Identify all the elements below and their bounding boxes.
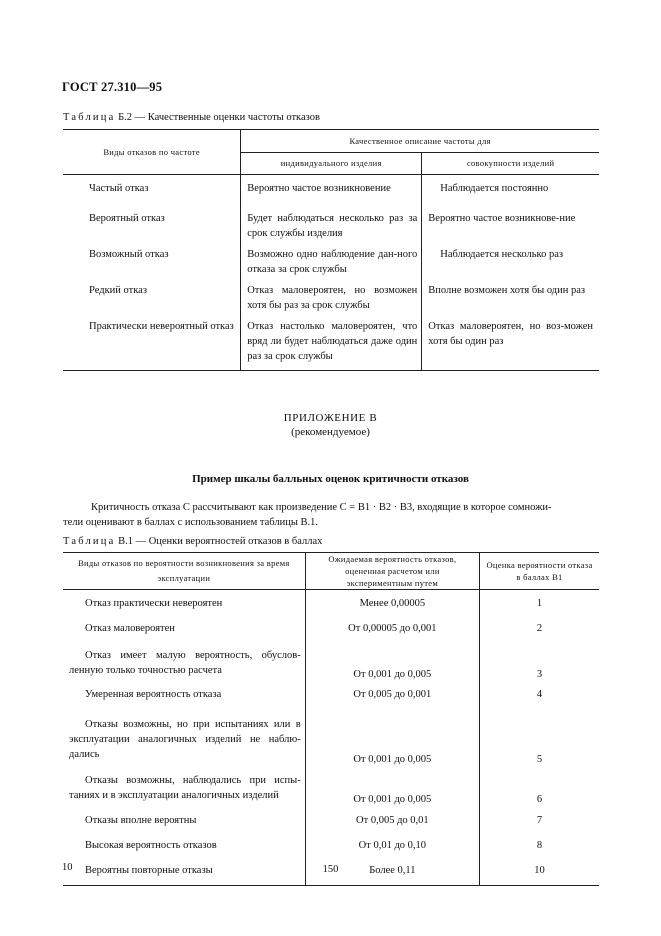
cell-kind: Высокая вероятность отказов — [85, 840, 217, 851]
appendix-subtitle: (рекомендуемое) — [291, 426, 370, 438]
cell-probability: От 0,005 до 0,001 — [305, 682, 479, 711]
page-number: 150 — [322, 864, 339, 875]
document-code: ГОСТ 27.310—95 — [62, 80, 163, 94]
cell-probability: От 0,001 до 0,005 — [305, 645, 479, 682]
appendix-title: ПРИЛОЖЕНИЕ В — [283, 412, 378, 424]
cell-population: Наблюдается постоянно — [422, 175, 599, 208]
col-header-individual: индивидуального изделия — [241, 153, 422, 175]
cell-score: 3 — [480, 645, 599, 682]
cell-probability: От 0,00005 до 0,001 — [305, 618, 479, 645]
cell-probability: От 0,01 до 0,10 — [305, 835, 479, 860]
cell-individual: Будет наблюдаться несколько раз за срок службы изделия — [241, 207, 422, 243]
cell-kind: Отказ имеет малую вероятность, обуслов-ленную только точностью расчета — [69, 650, 301, 676]
cell-probability: Менее 0,00005 — [305, 590, 479, 619]
cell-kind: Отказ маловероятен — [85, 623, 175, 634]
col-header-group: Качественное описание частоты для — [241, 130, 599, 153]
cell-score: 10 — [480, 860, 599, 886]
caption-label: Таблица — [63, 536, 116, 547]
cell-kind: Вероятны повторные отказы — [85, 865, 213, 876]
footer-left-number: 10 — [62, 862, 73, 873]
cell-kind: Практически невероятный отказ — [89, 321, 234, 332]
cell-score: 5 — [480, 711, 599, 767]
cell-kind: Умеренная вероятность отказа — [85, 689, 222, 700]
cell-kind: Вероятный отказ — [89, 213, 165, 224]
table-row — [63, 645, 599, 682]
appendix-paragraph — [63, 500, 599, 530]
table-b1 — [63, 552, 599, 886]
col-header-population: совокупности изделий — [422, 153, 599, 175]
cell-score: 6 — [480, 767, 599, 807]
cell-score: 2 — [480, 618, 599, 645]
cell-probability: Более 0,11 — [305, 860, 479, 886]
paragraph-line: тели оценивают в баллах с использованием таблицы В.1. — [63, 517, 319, 528]
table-row — [63, 315, 599, 371]
cell-population: Вероятно частое возникнове-ние — [422, 207, 599, 243]
col-header-kind: Виды отказов по частоте — [63, 130, 241, 175]
cell-kind: Частый отказ — [89, 183, 149, 194]
cell-population: Отказ маловероятен, но воз-можен хотя бы один раз — [422, 315, 599, 371]
paragraph-line: Критичность отказа C рассчитывают как произведение C = B1 · B2 · B3, входящие в которое сомножи- — [91, 502, 552, 513]
cell-score: 4 — [480, 682, 599, 711]
col-header-kind: Виды отказов по вероятности возникновения за время эксплуатации — [63, 553, 305, 590]
table-row — [63, 835, 599, 860]
cell-kind: Отказ практически невероятен — [85, 598, 223, 609]
appendix-heading: Пример шкалы балльных оценок критичности отказов — [192, 473, 469, 485]
cell-individual: Возможно одно наблюдение дан-ного отказа за срок службы — [241, 243, 422, 279]
table-row — [63, 767, 599, 807]
cell-population: Вполне возможен хотя бы один раз — [422, 279, 599, 315]
col-header-score: Оценка вероятности отказа в баллах B1 — [480, 553, 599, 590]
cell-kind: Отказы вполне вероятны — [85, 815, 197, 826]
table-row — [63, 243, 599, 279]
col-header-probability: Ожидаемая вероятность отказов, оцененная расчетом или экспериментным путем — [305, 553, 479, 590]
cell-individual: Отказ маловероятен, но возможен хотя бы раз за срок службы — [241, 279, 422, 315]
table-row — [63, 207, 599, 243]
table-row — [63, 711, 599, 767]
table-row — [63, 682, 599, 711]
table-b2-caption — [63, 112, 320, 123]
table-b1-caption — [63, 536, 322, 547]
table-b2 — [63, 129, 599, 371]
cell-probability: От 0,001 до 0,005 — [305, 767, 479, 807]
cell-kind: Отказы возможны, наблюдались при испы-таниях и в эксплуатации аналогичных изделий — [69, 775, 301, 801]
table-row — [63, 590, 599, 619]
caption-label: Таблица — [63, 112, 116, 123]
cell-score: 8 — [480, 835, 599, 860]
cell-kind: Отказы возможны, но при испытаниях или в эксплуатации аналогичных изделий не наблю-дались — [69, 719, 301, 760]
table-row — [63, 618, 599, 645]
table-row — [63, 175, 599, 208]
cell-score: 7 — [480, 807, 599, 835]
cell-individual: Отказ настолько маловероятен, что вряд ли будет наблюдаться даже один раз за срок службы — [241, 315, 422, 371]
cell-probability: От 0,001 до 0,005 — [305, 711, 479, 767]
cell-probability: От 0,005 до 0,01 — [305, 807, 479, 835]
table-row — [63, 279, 599, 315]
cell-kind: Редкий отказ — [89, 285, 147, 296]
table-row — [63, 807, 599, 835]
cell-individual: Вероятно частое возникновение — [241, 175, 422, 208]
cell-kind: Возможный отказ — [89, 249, 169, 260]
cell-score: 1 — [480, 590, 599, 619]
cell-population: Наблюдается несколько раз — [422, 243, 599, 279]
caption-text: Б.2 — Качественные оценки частоты отказов — [118, 112, 320, 123]
caption-text: В.1 — Оценки вероятностей отказов в баллах — [118, 536, 323, 547]
